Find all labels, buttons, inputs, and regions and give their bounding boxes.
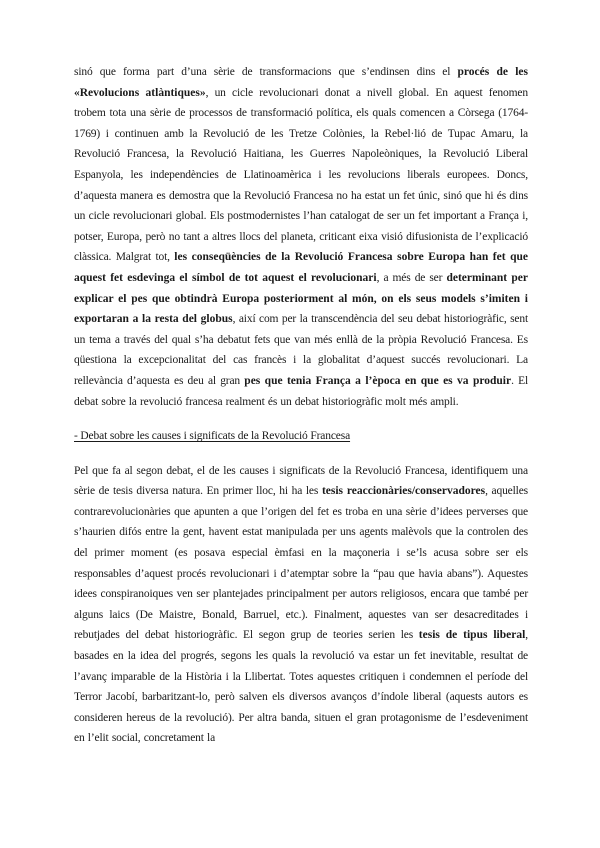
text-run: , a més de ser: [376, 271, 447, 284]
body-paragraph: [74, 461, 528, 749]
bold-text-run: pes que tenia França a l’època en que es va produir: [244, 374, 512, 387]
section-heading: - Debat sobre les causes i significats de la Revolució Francesa: [74, 430, 351, 443]
bold-text-run: procés de les «Revolucions atlàntiques»: [74, 66, 528, 99]
text-run: . El debat sobre la revolució francesa realment és un debat historiogràfic molt més ampli.: [74, 374, 528, 408]
text-run: Pel que fa al segon debat, el de les causes i significats de la Revolució Francesa, identifiquem una sèrie de tesis diversa natura. En primer lloc, hi ha les: [74, 464, 528, 498]
text-run: , aquelles contrarevolucionàries que apunten a que l’origen del fet es troba en una sèrie d’idees perverses que s’haurien difós entre la gent, havent estat manipulada per uns agents malèvols que la controlen des del primer moment (es posava especial èmfasi en la maçoneria i se’ls acusa sobre ser els responsables d’aquest procés revolucionari i d’atemptar sobre la “pau que havia abans”). Aquestes idees conspiranoiques ven ser plantejades principalment per autors religiosos, encara que també per alguns laics (De Maistre, Bonald, Barruel, etc.). Finalment, aquestes van ser desacreditades i rebutjades del debat historiogràfic. El segon grup de teories serien les: [74, 485, 528, 642]
bold-text-run: determinant per explicar el pes que obtindrà Europa posteriorment al món, on els seus models s’imiten i exportaran a la resta del globus: [74, 271, 528, 326]
bold-text-run: tesis reaccionàries/conservadores: [321, 485, 486, 498]
text-run: , així com per la transcendència del seu debat historiogràfic, sent un tema a través del qual s’ha debatut fets que van més enllà de la pròpia Revolució Francesa. Es qüestiona la excepcionalitat del cas francès i la globalitat d’aquest succés revolucionari. La rellevància d’aquesta es deu al gran: [74, 313, 528, 387]
body-paragraph: [74, 62, 528, 412]
bold-text-run: tesis de tipus liberal: [418, 629, 526, 642]
text-run: , un cicle revolucionari donat a nivell global. En aquest fenomen trobem tota una sèrie de processos de transformació política, els quals comencen a Còrsega (1764-1769) i continuen amb la Revolució de les Tretze Colònies, la Rebel·lió de Tupac Amaru, la Revolució Francesa, la Revolució Haitiana, les Guerres Napoleòniques, la Revolució Liberal Espanyola, les independències de Llatinoamèrica i les revolucions liberals europees. Doncs, d’aquesta manera es demostra que la Revolució Francesa no ha estat un fet únic, sinó que hi és dins un cicle revolucionari global. Els postmodernistes l’han catalogat de ser un fet important a França i, potser, Europa, però no tant a altres llocs del planeta, criticant eixa visió difusionista de l’explicació clàssica. Malgrat tot,: [74, 86, 528, 264]
text-run: , basades en la idea del progrés, segons les quals la revolució va estar un fet inevitable, resultat de l’avanç imparable de la Història i la Llibertat. Totes aquestes critiquen i condemnen el període del Terror Jacobí, barbaritzant-lo, però salven els diversos avanços d’índole liberal (aquests autors es consideren hereus de la revolució). Per altra banda, situen el gran protagonisme de l’esdeveniment en l’elit social, concretament la: [74, 629, 529, 745]
text-run: sinó que forma part d’una sèrie de transformacions que s’endinsen dins el: [74, 66, 458, 78]
bold-text-run: les conseqüències de la Revolució Francesa sobre Europa han fet que aquest fet esdevinga el símbol de tot aquest el revolucionari: [74, 251, 528, 284]
